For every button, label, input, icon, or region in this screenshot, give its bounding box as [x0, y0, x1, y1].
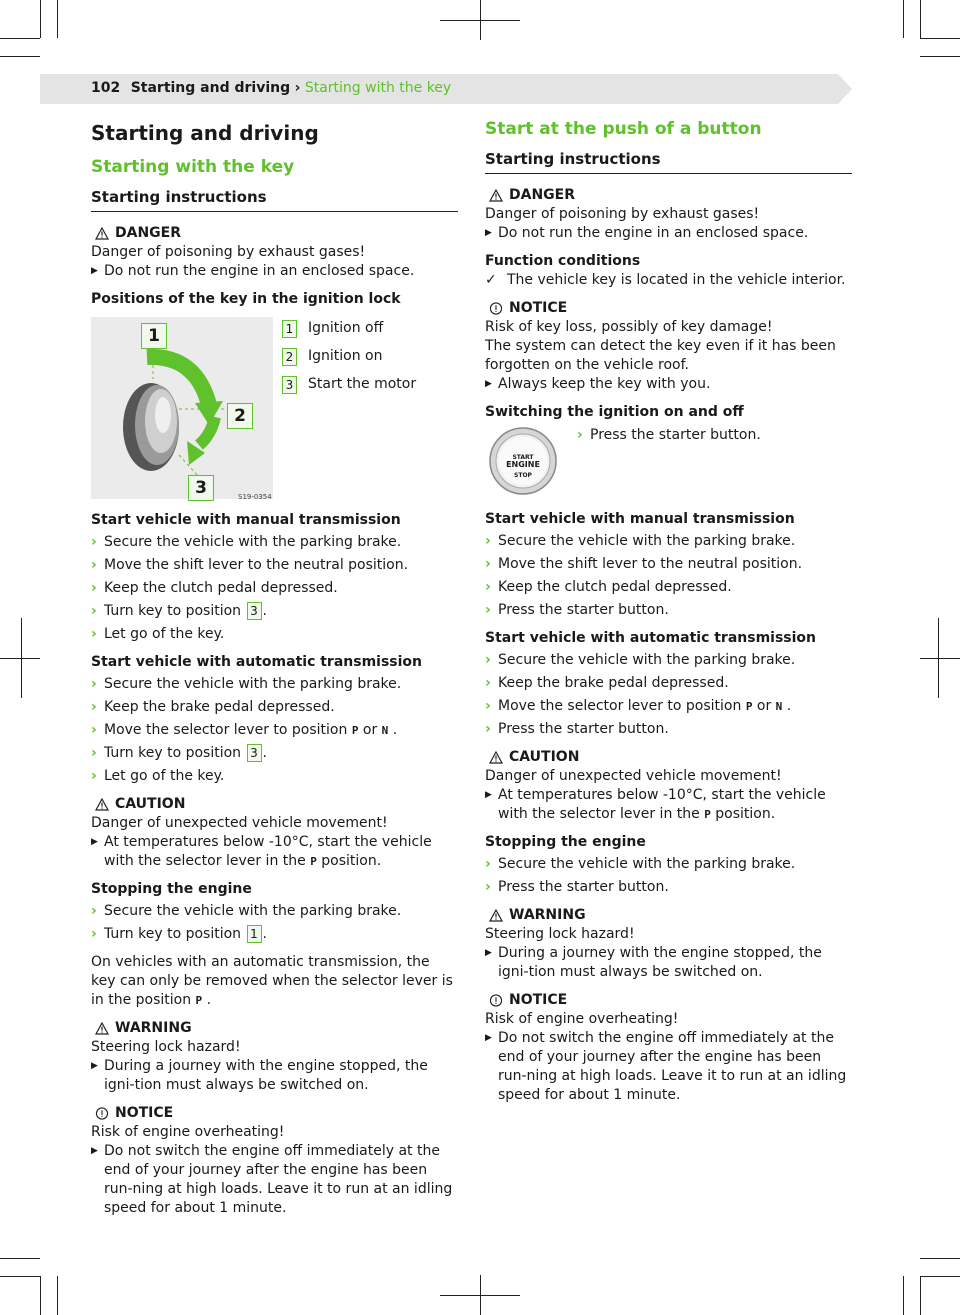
caution-text: Danger of unexpected vehicle movement!	[91, 815, 388, 831]
step-text: Secure the vehicle with the parking brake.	[498, 533, 796, 549]
header-arrow	[838, 74, 852, 104]
step-arrow-icon: ›	[91, 903, 97, 919]
warning-bullet	[91, 1057, 458, 1095]
bullet-arrow-icon: ▶	[485, 228, 492, 238]
step	[577, 426, 761, 492]
notice-label: NOTICE	[509, 300, 568, 316]
starter-button-row	[485, 426, 852, 496]
step-text: Press the starter button.	[498, 879, 669, 895]
step	[485, 555, 852, 574]
breadcrumb-separator: ›	[294, 80, 301, 96]
checkmark-icon: ✓	[485, 272, 497, 288]
step-text: Secure the vehicle with the parking brake.	[498, 856, 796, 872]
notice-bullet-text: Do not switch the engine off immediately at the end of your journey after the engine has been run-ning at high loads. Leave it to run at an idling speed for about 1 minute.	[498, 1030, 847, 1103]
bullet-arrow-icon: ▶	[485, 948, 492, 958]
step-arrow-icon: ›	[91, 768, 97, 784]
crop-mark	[903, 0, 904, 38]
crop-mark	[938, 618, 939, 698]
crop-mark	[920, 658, 960, 659]
figure-callout-3: 3	[188, 475, 214, 501]
warning-title	[91, 1019, 458, 1038]
manual-heading: Start vehicle with manual transmission	[91, 512, 401, 528]
step	[91, 721, 458, 740]
step-text: Keep the brake pedal depressed.	[498, 675, 729, 691]
punct: .	[262, 603, 267, 619]
danger-bullet	[91, 262, 458, 281]
legend-key: 2	[282, 348, 297, 366]
figure-legend	[281, 317, 458, 499]
step-arrow-icon: ›	[485, 856, 491, 872]
condition-item	[485, 271, 852, 290]
caution-label: CAUTION	[115, 796, 186, 812]
step-arrow-icon: ›	[485, 652, 491, 668]
switching-section	[485, 403, 852, 496]
warning-text: Steering lock hazard!	[485, 926, 635, 942]
legend-text: Ignition on	[308, 348, 383, 364]
notice-text: Risk of key loss, possibly of key damage!	[485, 319, 773, 335]
section-heading: Starting instructions	[91, 188, 458, 212]
step	[91, 902, 458, 921]
notice-box	[485, 299, 852, 394]
gear-p: P	[745, 700, 753, 713]
bullet-arrow-icon: ▶	[91, 1146, 98, 1156]
step-text: Press the starter button.	[498, 602, 669, 618]
stopping-heading: Stopping the engine	[485, 834, 646, 850]
notice-text-2: The system can detect the key even if it has been forgotten on the vehicle roof.	[485, 338, 836, 373]
step-arrow-icon: ›	[91, 603, 97, 619]
crop-mark	[480, 0, 481, 40]
right-column	[485, 116, 852, 1114]
crop-mark	[0, 1258, 40, 1259]
caution-bullet	[91, 833, 458, 871]
step-text: Secure the vehicle with the parking brake.	[104, 534, 402, 550]
legend-text: Ignition off	[308, 320, 384, 336]
step	[485, 878, 852, 897]
punct: .	[392, 722, 398, 738]
figure-callout-1: 1	[141, 323, 167, 349]
danger-bullet-text: Do not run the engine in an enclosed space.	[104, 263, 415, 279]
figure-callout-2: 2	[227, 403, 253, 429]
danger-label: DANGER	[115, 225, 182, 241]
step-text: Move the shift lever to the neutral position.	[104, 557, 409, 573]
notice-title	[485, 299, 852, 318]
function-heading: Function conditions	[485, 253, 641, 269]
step-arrow-icon: ›	[485, 721, 491, 737]
section-title: Starting with the key	[91, 157, 295, 177]
breadcrumb-subsection[interactable]: Starting with the key	[304, 80, 452, 96]
page-number: 102	[91, 80, 121, 96]
warning-bullet-text: During a journey with the engine stopped, the igni-tion must always be switched on.	[104, 1058, 428, 1093]
legend-item	[281, 375, 458, 394]
warning-triangle-icon	[489, 189, 503, 202]
caution-bullet-end: position.	[715, 806, 776, 822]
manual-start-section	[485, 510, 852, 620]
notice-bullet-text: Do not switch the engine off immediately at the end of your journey after the engine has been run-ning at high loads. Leave it to run at an idling speed for about 1 minute.	[104, 1143, 453, 1216]
danger-text: Danger of poisoning by exhaust gases!	[485, 206, 760, 222]
crop-mark	[0, 1276, 40, 1277]
crop-mark	[480, 1275, 481, 1315]
paragraph-text: On vehicles with an automatic transmission, the key can only be removed when the selector lever is in the position	[91, 954, 453, 1008]
crop-mark	[920, 1276, 960, 1277]
notice-title	[91, 1104, 458, 1123]
danger-box	[91, 224, 458, 281]
gear-p: P	[310, 855, 317, 868]
notice-info-icon	[95, 1107, 109, 1120]
or-text: or	[756, 698, 772, 714]
punct: .	[262, 745, 267, 761]
step-text: Move the selector lever to position	[498, 698, 742, 714]
step-arrow-icon: ›	[485, 879, 491, 895]
step-arrow-icon: ›	[91, 534, 97, 550]
crop-mark	[57, 1276, 58, 1315]
bullet-arrow-icon: ▶	[91, 266, 98, 276]
step-text: Let go of the key.	[104, 768, 225, 784]
notice-bullet-text: Always keep the key with you.	[498, 376, 711, 392]
gear-p: P	[195, 994, 203, 1007]
step-arrow-icon: ›	[485, 533, 491, 549]
step	[91, 925, 458, 944]
crop-mark	[0, 38, 40, 39]
gear-p: P	[704, 808, 711, 821]
step	[91, 767, 458, 786]
breadcrumb-section[interactable]: Starting and driving	[130, 80, 291, 96]
warning-triangle-icon	[95, 1022, 109, 1035]
bullet-arrow-icon: ▶	[485, 1033, 492, 1043]
crop-mark	[0, 658, 40, 659]
manual-heading: Start vehicle with manual transmission	[485, 511, 795, 527]
danger-box	[485, 186, 852, 243]
caution-box	[91, 795, 458, 871]
warning-triangle-icon	[489, 909, 503, 922]
step-text: Let go of the key.	[104, 626, 225, 642]
step	[91, 744, 458, 763]
legend-key: 1	[282, 320, 297, 338]
ignition-key-figure	[91, 317, 273, 499]
step-text: Move the shift lever to the neutral position.	[498, 556, 803, 572]
crop-mark	[920, 1258, 960, 1259]
caution-title	[91, 795, 458, 814]
key-position-ref: 3	[247, 602, 262, 620]
notice-box	[485, 991, 852, 1105]
key-position-ref: 1	[247, 925, 262, 943]
manual-start-section	[91, 511, 458, 644]
step	[91, 533, 458, 552]
step-text: Keep the brake pedal depressed.	[104, 699, 335, 715]
step	[485, 697, 852, 716]
step	[485, 674, 852, 693]
warning-bullet-text: During a journey with the engine stopped, the igni-tion must always be switched on.	[498, 945, 822, 980]
step-arrow-icon: ›	[91, 699, 97, 715]
danger-label: DANGER	[509, 187, 576, 203]
caution-bullet-end: position.	[321, 853, 382, 869]
stopping-section	[485, 833, 852, 897]
key-figure-row	[91, 317, 458, 499]
warning-box	[91, 1019, 458, 1095]
step-text: Press the starter button.	[498, 721, 669, 737]
danger-bullet	[485, 224, 852, 243]
danger-title	[91, 224, 458, 243]
step-text: Secure the vehicle with the parking brake.	[104, 676, 402, 692]
step-arrow-icon: ›	[577, 427, 583, 443]
step	[485, 578, 852, 597]
page-title: Starting and driving	[91, 121, 319, 145]
step-arrow-icon: ›	[485, 675, 491, 691]
breadcrumb	[91, 80, 451, 96]
step-text: Keep the clutch pedal depressed.	[498, 579, 732, 595]
automatic-heading: Start vehicle with automatic transmission	[91, 654, 423, 670]
bullet-arrow-icon: ▶	[485, 379, 492, 389]
warning-text: Steering lock hazard!	[91, 1039, 241, 1055]
step-arrow-icon: ›	[485, 579, 491, 595]
step	[485, 532, 852, 551]
warning-triangle-icon	[95, 798, 109, 811]
step	[91, 625, 458, 644]
step-arrow-icon: ›	[485, 602, 491, 618]
danger-title	[485, 186, 852, 205]
figure-code: S19-0354	[238, 493, 272, 501]
automatic-start-section	[485, 629, 852, 739]
condition-text: The vehicle key is located in the vehicle interior.	[507, 272, 846, 288]
crop-mark	[0, 56, 40, 57]
step-text: Press the starter button.	[590, 427, 761, 443]
step-text: Move the selector lever to position	[104, 722, 348, 738]
button-label-engine: ENGINE	[506, 460, 540, 469]
section-title: Start at the push of a button	[485, 119, 762, 139]
warning-triangle-icon	[489, 751, 503, 764]
notice-info-icon	[489, 994, 503, 1007]
notice-bullet	[91, 1142, 458, 1218]
step-arrow-icon: ›	[91, 745, 97, 761]
step	[91, 602, 458, 621]
notice-text: Risk of engine overheating!	[485, 1011, 679, 1027]
warning-title	[485, 906, 852, 925]
gear-n: N	[381, 724, 389, 737]
bullet-arrow-icon: ▶	[485, 790, 492, 800]
notice-bullet	[485, 1029, 852, 1105]
body-paragraph	[91, 953, 458, 1010]
notice-box	[91, 1104, 458, 1218]
warning-box	[485, 906, 852, 982]
switching-heading: Switching the ignition on and off	[485, 404, 744, 420]
bullet-arrow-icon: ▶	[91, 837, 98, 847]
step	[485, 855, 852, 874]
crop-mark	[920, 38, 960, 39]
crop-mark	[920, 0, 921, 38]
gear-n: N	[775, 700, 783, 713]
notice-label: NOTICE	[509, 992, 568, 1008]
step-arrow-icon: ›	[91, 676, 97, 692]
step	[485, 601, 852, 620]
notice-title	[485, 991, 852, 1010]
warning-label: WARNING	[115, 1020, 192, 1036]
starter-button-figure	[485, 426, 563, 496]
caution-bullet-text: At temperatures below -10°C, start the vehicle with the selector lever in the	[498, 787, 826, 822]
step-text: Turn key to position	[104, 745, 242, 761]
punct: .	[262, 926, 267, 942]
notice-bullet	[485, 375, 852, 394]
button-label-start: START	[512, 454, 534, 461]
notice-text: Risk of engine overheating!	[91, 1124, 285, 1140]
caution-bullet	[485, 786, 852, 824]
warning-bullet	[485, 944, 852, 982]
step-arrow-icon: ›	[91, 580, 97, 596]
legend-item	[281, 319, 458, 338]
crop-mark	[40, 1276, 41, 1315]
punct: .	[206, 992, 212, 1008]
automatic-start-section	[91, 653, 458, 786]
step	[91, 579, 458, 598]
function-conditions	[485, 252, 852, 290]
step	[91, 675, 458, 694]
step	[91, 698, 458, 717]
button-label-stop: STOP	[514, 472, 532, 479]
crop-mark	[57, 0, 58, 38]
crop-mark	[21, 618, 22, 698]
stopping-section	[91, 880, 458, 944]
step	[91, 556, 458, 575]
key-position-ref: 3	[247, 744, 262, 762]
caution-label: CAUTION	[509, 749, 580, 765]
warning-label: WARNING	[509, 907, 586, 923]
step-text: Turn key to position	[104, 926, 242, 942]
step-arrow-icon: ›	[91, 557, 97, 573]
or-text: or	[362, 722, 378, 738]
automatic-heading: Start vehicle with automatic transmission	[485, 630, 817, 646]
step-arrow-icon: ›	[91, 722, 97, 738]
bullet-arrow-icon: ▶	[91, 1061, 98, 1071]
danger-bullet-text: Do not run the engine in an enclosed space.	[498, 225, 809, 241]
step-arrow-icon: ›	[91, 926, 97, 942]
step-arrow-icon: ›	[485, 698, 491, 714]
stopping-heading: Stopping the engine	[91, 881, 252, 897]
step-text: Keep the clutch pedal depressed.	[104, 580, 338, 596]
step-text: Turn key to position	[104, 603, 242, 619]
caution-text: Danger of unexpected vehicle movement!	[485, 768, 782, 784]
left-column	[91, 116, 458, 1227]
step	[485, 720, 852, 739]
crop-mark	[920, 1276, 921, 1315]
warning-triangle-icon	[95, 227, 109, 240]
step-text: Secure the vehicle with the parking brake.	[498, 652, 796, 668]
step-arrow-icon: ›	[485, 556, 491, 572]
crop-mark	[40, 0, 41, 38]
step-text: Secure the vehicle with the parking brake.	[104, 903, 402, 919]
caution-bullet-text: At temperatures below -10°C, start the vehicle with the selector lever in the	[104, 834, 432, 869]
positions-heading: Positions of the key in the ignition lock	[91, 291, 401, 307]
legend-item	[281, 347, 458, 366]
caution-title	[485, 748, 852, 767]
legend-text: Start the motor	[308, 376, 417, 392]
crop-mark	[903, 1276, 904, 1315]
legend-key: 3	[282, 376, 297, 394]
punct: .	[786, 698, 792, 714]
step	[485, 651, 852, 670]
danger-text: Danger of poisoning by exhaust gases!	[91, 244, 366, 260]
section-heading: Starting instructions	[485, 150, 852, 174]
gear-p: P	[351, 724, 359, 737]
caution-box	[485, 748, 852, 824]
crop-mark	[920, 56, 960, 57]
step-arrow-icon: ›	[91, 626, 97, 642]
notice-info-icon	[489, 302, 503, 315]
notice-label: NOTICE	[115, 1105, 174, 1121]
